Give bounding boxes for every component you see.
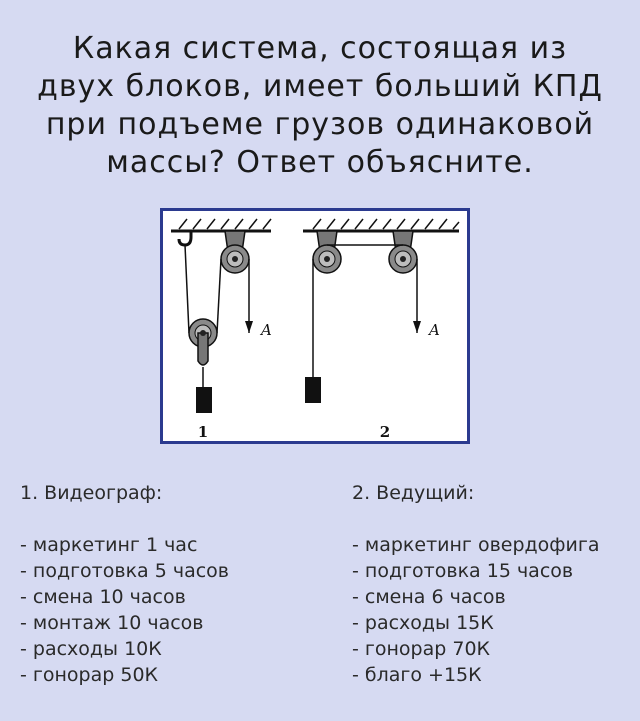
- system-1: [179, 231, 253, 413]
- list-item: - расходы 15К: [352, 612, 494, 634]
- right-column: [352, 480, 600, 688]
- right-column-list: [352, 532, 600, 688]
- system-2: [305, 231, 421, 403]
- list-item: - маркетинг 1 час: [20, 534, 198, 556]
- pulley-diagram: [160, 208, 470, 444]
- list-item: - подготовка 15 часов: [352, 560, 574, 582]
- left-column: [20, 480, 229, 688]
- right-column-heading: 2. Ведущий:: [352, 482, 475, 504]
- system-label-1: 1: [197, 423, 209, 441]
- force-label-2: A: [429, 321, 440, 339]
- list-item: - гонорар 50К: [20, 664, 159, 686]
- system-label-2: 2: [379, 423, 391, 441]
- list-item: - подготовка 5 часов: [20, 560, 229, 582]
- list-item: - смена 6 часов: [352, 586, 506, 608]
- list-item: - смена 10 часов: [20, 586, 186, 608]
- list-item: - благо +15К: [352, 664, 482, 686]
- question-line: при подъеме грузов одинаковой: [45, 107, 595, 142]
- left-column-heading: 1. Видеограф:: [20, 482, 163, 504]
- list-item: - монтаж 10 часов: [20, 612, 204, 634]
- question-text: [0, 30, 640, 182]
- ceiling-1: [171, 219, 271, 231]
- question-line: Какая система, состоящая из: [72, 31, 568, 66]
- list-item: - расходы 10К: [20, 638, 162, 660]
- pulley-svg: [163, 211, 467, 441]
- list-item: - гонорар 70К: [352, 638, 491, 660]
- question-line: массы? Ответ объясните.: [106, 145, 534, 180]
- ceiling-2: [303, 219, 459, 231]
- question-line: двух блоков, имеет больший КПД: [37, 69, 603, 104]
- left-column-list: [20, 532, 229, 688]
- list-item: - маркетинг овердофига: [352, 534, 600, 556]
- force-label-1: A: [261, 321, 272, 339]
